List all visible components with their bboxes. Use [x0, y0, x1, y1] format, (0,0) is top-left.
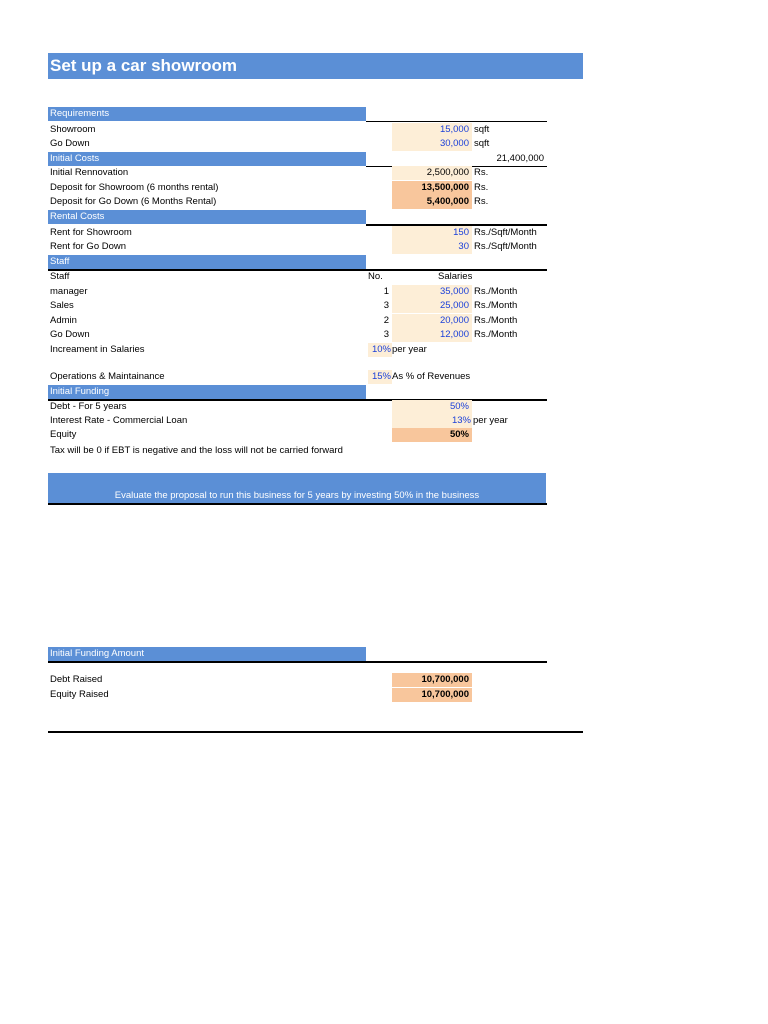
- interest-label: Interest Rate - Commercial Loan: [50, 415, 188, 426]
- godown-area-cell[interactable]: 30,000: [392, 137, 472, 151]
- rent-showroom-unit: Rs./Sqft/Month: [474, 227, 537, 238]
- staff-row-label: manager: [50, 286, 88, 297]
- increment-unit: per year: [392, 344, 427, 355]
- staff-row-unit: Rs./Month: [474, 300, 518, 311]
- operations-label: Operations & Maintainance: [50, 371, 165, 382]
- equity-label: Equity: [50, 429, 77, 440]
- section-initial-funding-amount: Initial Funding Amount: [48, 647, 366, 661]
- showroom-area-cell[interactable]: 15,000: [392, 123, 472, 137]
- renovation-unit: Rs.: [474, 167, 489, 178]
- staff-row-no[interactable]: 1: [383, 286, 389, 297]
- staff-row-no[interactable]: 3: [383, 329, 389, 340]
- section-staff: Staff: [48, 255, 366, 269]
- section-rental-costs: Rental Costs: [48, 210, 366, 224]
- debt-label: Debt - For 5 years: [50, 401, 127, 412]
- rent-godown-cell[interactable]: 30: [392, 240, 472, 254]
- staff-row-no[interactable]: 3: [383, 300, 389, 311]
- divider: [366, 121, 547, 122]
- tax-note: Tax will be 0 if EBT is negative and the loss will not be carried forward: [50, 445, 343, 456]
- staff-row-salary[interactable]: 35,000: [392, 285, 472, 299]
- staff-row-no[interactable]: 2: [383, 315, 389, 326]
- deposit-showroom-unit: Rs.: [474, 182, 489, 193]
- renovation-label: Initial Rennovation: [50, 167, 129, 178]
- staff-row-label: Admin: [50, 315, 77, 326]
- renovation-cell[interactable]: 2,500,000: [392, 166, 472, 180]
- page-title: Set up a car showroom: [48, 53, 583, 79]
- increment-label: Increament in Salaries: [50, 344, 145, 355]
- section-initial-costs: Initial Costs: [48, 152, 366, 166]
- divider: [48, 661, 547, 663]
- staff-row-label: Sales: [50, 300, 74, 311]
- increment-cell[interactable]: 10%: [368, 343, 392, 357]
- deposit-godown-unit: Rs.: [474, 196, 489, 207]
- equity-cell[interactable]: 50%: [392, 428, 472, 442]
- section-initial-funding: Initial Funding: [48, 385, 366, 399]
- staff-row-unit: Rs./Month: [474, 329, 518, 340]
- debt-cell[interactable]: 50%: [392, 400, 472, 414]
- equity-raised-cell[interactable]: 10,700,000: [392, 688, 472, 702]
- rent-showroom-label: Rent for Showroom: [50, 227, 132, 238]
- rent-godown-label: Rent for Go Down: [50, 241, 127, 252]
- staff-row-label: Go Down: [50, 329, 90, 340]
- divider: [48, 731, 583, 733]
- section-requirements: Requirements: [48, 107, 366, 121]
- rent-showroom-cell[interactable]: 150: [392, 226, 472, 240]
- deposit-showroom-cell[interactable]: 13,500,000: [392, 181, 472, 195]
- debt-raised-label: Debt Raised: [50, 674, 103, 685]
- staff-row-unit: Rs./Month: [474, 315, 518, 326]
- staff-row-salary[interactable]: 25,000: [392, 299, 472, 313]
- staff-row-salary[interactable]: 20,000: [392, 314, 472, 328]
- staff-header-salaries: Salaries: [438, 271, 473, 282]
- godown-area-unit: sqft: [474, 138, 490, 149]
- staff-row-unit: Rs./Month: [474, 286, 518, 297]
- interest-unit: per year: [473, 415, 508, 426]
- deposit-godown-cell[interactable]: 5,400,000: [392, 195, 472, 209]
- divider: [48, 503, 547, 505]
- equity-raised-label: Equity Raised: [50, 689, 109, 700]
- deposit-showroom-label: Deposit for Showroom (6 months rental): [50, 182, 219, 193]
- showroom-label: Showroom: [50, 124, 96, 135]
- showroom-area-unit: sqft: [474, 124, 490, 135]
- operations-cell[interactable]: 15%: [368, 370, 392, 384]
- interest-cell[interactable]: 13%: [392, 414, 472, 428]
- staff-header-label: Staff: [50, 271, 70, 282]
- initial-costs-total[interactable]: 21,400,000: [496, 153, 544, 164]
- rent-godown-unit: Rs./Sqft/Month: [474, 241, 537, 252]
- deposit-godown-label: Deposit for Go Down (6 Months Rental): [50, 196, 217, 207]
- debt-raised-cell[interactable]: 10,700,000: [392, 673, 472, 687]
- staff-header-no: No.: [368, 271, 383, 282]
- staff-row-salary[interactable]: 12,000: [392, 328, 472, 342]
- godown-label: Go Down: [50, 138, 90, 149]
- proposal-banner: Evaluate the proposal to run this business for 5 years by investing 50% in the business: [48, 473, 546, 503]
- operations-unit: As % of Revenues: [392, 371, 471, 382]
